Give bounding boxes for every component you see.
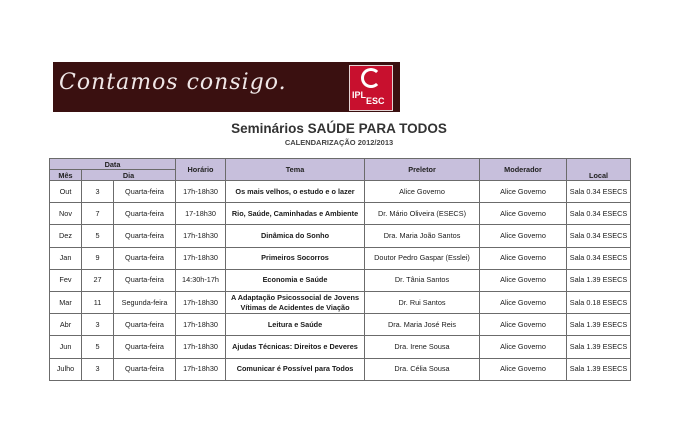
cell-preletor: Alice Governo [365, 181, 480, 203]
cell-mes: Jan [50, 247, 82, 269]
cell-horario: 17h-18h30 [176, 314, 226, 336]
cell-num: 3 [82, 181, 114, 203]
table-row [50, 225, 631, 247]
cell-preletor: Dr. Tânia Santos [365, 269, 480, 291]
cell-horario: 17h-18h30 [176, 358, 226, 380]
cell-mes: Dez [50, 225, 82, 247]
slogan: Contamos consigo. [59, 70, 287, 95]
cell-local: Sala 0.34 ESECS [567, 203, 631, 225]
cell-moderador: Alice Governo [480, 291, 567, 313]
cell-preletor: Dra. Célia Sousa [365, 358, 480, 380]
cell-mes: Mar [50, 291, 82, 313]
table-row [50, 247, 631, 269]
table-row [50, 336, 631, 358]
cell-moderador: Alice Governo [480, 181, 567, 203]
cell-num: 5 [82, 336, 114, 358]
cell-preletor: Dra. Maria João Santos [365, 225, 480, 247]
page-subtitle: CALENDARIZAÇÃO 2012/2013 [284, 138, 394, 147]
cell-preletor: Dra. Irene Sousa [365, 336, 480, 358]
cell-dia: Segunda-feira [114, 291, 176, 313]
cell-dia: Quarta-feira [114, 336, 176, 358]
logo-ring-icon [361, 68, 381, 88]
cell-horario: 17h-18h30 [176, 247, 226, 269]
cell-horario: 17h-18h30 [176, 336, 226, 358]
cell-horario: 14:30h-17h [176, 269, 226, 291]
cell-tema: A Adaptação Psicossocial de Jovens Vítimas de Acidentes de Viação [226, 291, 365, 313]
cell-dia: Quarta-feira [114, 269, 176, 291]
cell-tema: Dinâmica do Sonho [226, 225, 365, 247]
cell-moderador: Alice Governo [480, 269, 567, 291]
cell-local: Sala 1.39 ESECS [567, 336, 631, 358]
cell-dia: Quarta-feira [114, 358, 176, 380]
cell-tema: Ajudas Técnicas: Direitos e Deveres [226, 336, 365, 358]
cell-num: 27 [82, 269, 114, 291]
table-row [50, 269, 631, 291]
cell-num: 3 [82, 314, 114, 336]
cell-dia: Quarta-feira [114, 181, 176, 203]
cell-preletor: Dr. Rui Santos [365, 291, 480, 313]
cell-moderador: Alice Governo [480, 314, 567, 336]
cell-local: Sala 1.39 ESECS [567, 314, 631, 336]
cell-local: Sala 0.18 ESECS [567, 291, 631, 313]
cell-horario: 17-18h30 [176, 203, 226, 225]
cell-moderador: Alice Governo [480, 358, 567, 380]
table-row [50, 358, 631, 380]
cell-num: 7 [82, 203, 114, 225]
cell-tema: Primeiros Socorros [226, 247, 365, 269]
cell-dia: Quarta-feira [114, 225, 176, 247]
header-preletor: Preletor [365, 159, 480, 181]
cell-moderador: Alice Governo [480, 225, 567, 247]
cell-mes: Julho [50, 358, 82, 380]
cell-moderador: Alice Governo [480, 247, 567, 269]
cell-tema: Comunicar é Possível para Todos [226, 358, 365, 380]
header-data: Data [50, 159, 176, 170]
page-title: Seminários SAÚDE PARA TODOS [231, 121, 447, 136]
header-mes: Mês [50, 170, 82, 181]
cell-tema: Economia e Saúde [226, 269, 365, 291]
cell-mes: Fev [50, 269, 82, 291]
header-horario: Horário [176, 159, 226, 181]
cell-preletor: Dr. Mário Oliveira (ESECS) [365, 203, 480, 225]
cell-moderador: Alice Governo [480, 203, 567, 225]
cell-local: Sala 0.34 ESECS [567, 181, 631, 203]
cell-num: 5 [82, 225, 114, 247]
cell-tema: Rio, Saúde, Caminhadas e Ambiente [226, 203, 365, 225]
cell-local: Sala 1.39 ESECS [567, 269, 631, 291]
table-row [50, 203, 631, 225]
table-row [50, 314, 631, 336]
cell-num: 3 [82, 358, 114, 380]
cell-mes: Nov [50, 203, 82, 225]
table-row [50, 291, 631, 313]
header-moderador: Moderador [480, 159, 567, 181]
header-tema: Tema [226, 159, 365, 181]
cell-dia: Quarta-feira [114, 203, 176, 225]
cell-tema: Leitura e Saúde [226, 314, 365, 336]
cell-local: Sala 0.34 ESECS [567, 225, 631, 247]
header-dia: Dia [82, 170, 176, 181]
table-row [50, 181, 631, 203]
cell-local: Sala 0.34 ESECS [567, 247, 631, 269]
header-local: Local [567, 159, 631, 181]
cell-preletor: Doutor Pedro Gaspar (Esslei) [365, 247, 480, 269]
cell-mes: Jun [50, 336, 82, 358]
cell-num: 9 [82, 247, 114, 269]
institution-logo [349, 65, 393, 111]
cell-moderador: Alice Governo [480, 336, 567, 358]
cell-horario: 17h-18h30 [176, 225, 226, 247]
cell-dia: Quarta-feira [114, 247, 176, 269]
cell-num: 11 [82, 291, 114, 313]
cell-mes: Abr [50, 314, 82, 336]
cell-mes: Out [50, 181, 82, 203]
logo-text-b: ESC [366, 96, 385, 106]
cell-preletor: Dra. Maria José Reis [365, 314, 480, 336]
logo-text-a: IPL [352, 90, 367, 100]
cell-local: Sala 1.39 ESECS [567, 358, 631, 380]
cell-horario: 17h-18h30 [176, 291, 226, 313]
cell-horario: 17h-18h30 [176, 181, 226, 203]
cell-dia: Quarta-feira [114, 314, 176, 336]
header-banner [53, 62, 400, 112]
seminar-schedule-table [49, 158, 631, 381]
cell-tema: Os mais velhos, o estudo e o lazer [226, 181, 365, 203]
